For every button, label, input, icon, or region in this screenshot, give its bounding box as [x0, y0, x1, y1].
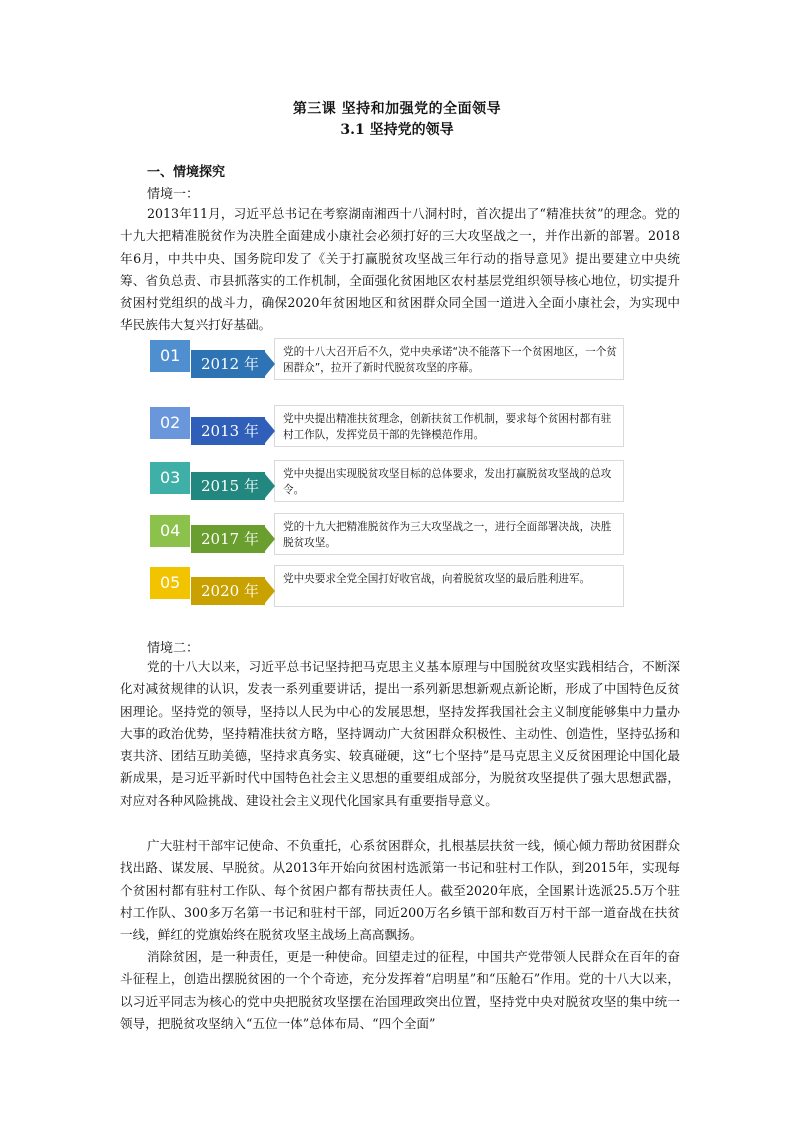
- timeline-year-banner: 2017 年: [191, 525, 265, 553]
- scene2-paragraph-2: 广大驻村干部牢记使命、不负重托，心系贫困群众，扎根基层扶贫一线，倾心倾力帮助贫困群众找出路、谋发展、早脱贫。从2013年开始向贫困村选派第一书记和驻村工作队，到2015年，实现每个贫困村都有驻村工作队、每个贫困户都有帮扶责任人。截至2020年底，全国累计选派25.5万个驻村工作队、300多万名第一书记和驻村干部，同近200万名乡镇干部和数百万村干部一道奋战在扶贫一线，鲜红的党旗始终在脱贫攻坚主战场上高高飘扬。: [120, 838, 680, 943]
- scene2-label: 情境二：: [147, 641, 200, 656]
- timeline-description: 党中央提出精准扶贫理念，创新扶贫工作机制，要求每个贫困村都有驻村工作队，发挥党员干部的先锋模范作用。: [283, 413, 612, 441]
- timeline-number-badge: 01: [150, 340, 190, 372]
- scene2-paragraph-3: 消除贫困，是一种责任，更是一种使命。回望走过的征程，中国共产党带领人民群众在百年的奋斗征程上，创造出摆脱贫困的一个个奇迹，充分发挥着“启明星”和“压舱石”作用。党的十八大以来，以习近平同志为核心的党中央把脱贫攻坚摆在治国理政突出位置，坚持党中央对脱贫攻坚的集中统一领导，把脱贫攻坚纳入“五位一体”总体布局、“四个全面”: [120, 949, 680, 1031]
- timeline-number-badge: 02: [150, 407, 190, 439]
- timeline-item: [147, 405, 627, 449]
- timeline-item: [147, 338, 627, 382]
- timeline-item: [147, 460, 627, 504]
- timeline-description: 党中央要求全党全国打好收官战，向着脱贫攻坚的最后胜利进军。: [283, 573, 591, 585]
- scene1-label: 情境一：: [147, 187, 200, 202]
- timeline-year-banner: 2020 年: [191, 577, 265, 605]
- arrow-tip-icon: [265, 579, 275, 603]
- timeline-description: 党的十九大把精准脱贫作为三大攻坚战之一，进行全面部署决战，决胜脱贫攻坚。: [283, 521, 612, 549]
- arrow-tip-icon: [265, 352, 275, 376]
- timeline-description: 党中央提出实现脱贫攻坚目标的总体要求，发出打赢脱贫攻坚战的总攻令。: [283, 468, 612, 496]
- timeline-number-badge: 04: [150, 515, 190, 547]
- lesson-title: 第三课 坚持和加强党的全面领导: [292, 101, 502, 117]
- section-title: 3.1 坚持党的领导: [340, 122, 454, 138]
- scene1-paragraph: 2013年11月，习近平总书记在考察湖南湘西十八洞村时，首次提出了“精准扶贫”的理念。党的十九大把精准脱贫作为决胜全面建成小康社会必须打好的三大攻坚战之一，并作出新的部署。2018年6月，中共中央、国务院印发了《关于打赢脱贫攻坚战三年行动的指导意见》提出要建立中央统筹、省负总责、市县抓落实的工作机制，全面强化贫困地区农村基层党组织领导核心地位，切实提升贫困村党组织的战斗力，确保2020年贫困地区和贫困群众同全国一道进入全面小康社会，为实现中华民族伟大复兴打好基础。: [120, 206, 680, 333]
- timeline-year-banner: 2015 年: [191, 472, 265, 500]
- part-title: 一、情境探究: [147, 165, 226, 180]
- timeline-number-badge: 03: [150, 462, 190, 494]
- timeline-item: [147, 565, 627, 609]
- timeline-year-banner: 2012 年: [191, 350, 265, 378]
- timeline-description: 党的十八大召开后不久，党中央承诺“决不能落下一个贫困地区，一个贫困群众”，拉开了新时代脱贫攻坚的序幕。: [283, 346, 617, 374]
- scene2-paragraph-1: 党的十八大以来，习近平总书记坚持把马克思主义基本原理与中国脱贫攻坚实践相结合，不断深化对减贫规律的认识，发表一系列重要讲话，提出一系列新思想新观点新论断，形成了中国特色反贫困理论。坚持党的领导，坚持以人民为中心的发展思想，坚持发挥我国社会主义制度能够集中力量办大事的政治优势，坚持精准扶贫方略，坚持调动广大贫困群众积极性、主动性、创造性，坚持弘扬和衷共济、团结互助美德，坚持求真务实、较真碰硬，这“七个坚持”是马克思主义反贫困理论中国化最新成果，是习近平新时代中国特色社会主义思想的重要组成部分，为脱贫攻坚提供了强大思想武器，对应对各种风险挑战、建设社会主义现代化国家具有重要指导意义。: [120, 659, 680, 808]
- timeline-number-badge: 05: [150, 567, 190, 599]
- arrow-tip-icon: [265, 474, 275, 498]
- timeline-year-banner: 2013 年: [191, 417, 265, 445]
- arrow-tip-icon: [265, 419, 275, 443]
- timeline-item: [147, 513, 627, 557]
- arrow-tip-icon: [265, 527, 275, 551]
